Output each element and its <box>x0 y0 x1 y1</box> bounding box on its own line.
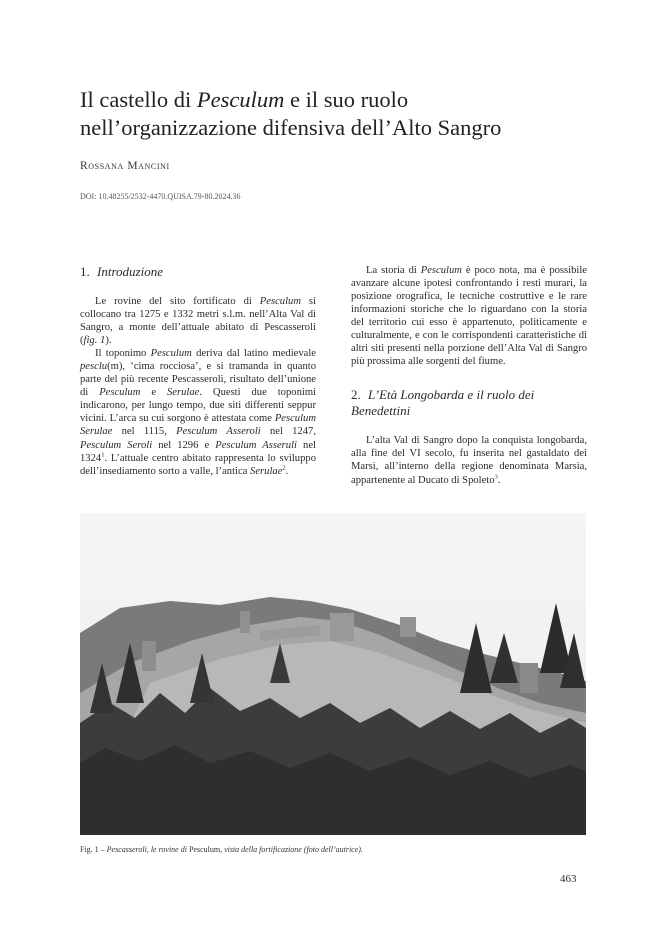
section-heading-1 <box>80 264 316 280</box>
text-run-italic: Pesculum <box>259 296 301 307</box>
text-run: e <box>140 387 167 399</box>
text-run-italic: Pesculum Seroli <box>80 439 153 451</box>
text-run: è poco nota, ma è possibile avanzare alcune ipotesi confrontando i resti murari, la posizione orografica, le tecniche costruttive e le rare informazioni storiche che lo riguardano con la storia del territorio cui esso è appartenuto, politicamente e culturalmente, e con le corrispondenti caratteristiche di altri siti presenti nella porzione dell’Alta Val di Sangro più prossima alle sorgenti del fiume. <box>351 265 587 368</box>
text-run-italic: Serulae <box>250 465 283 477</box>
text-run: La storia di <box>366 265 421 276</box>
caption-label: Fig. 1 – <box>80 845 107 854</box>
footnote-marker[interactable]: 2 <box>282 464 286 472</box>
text-run: ). <box>105 335 112 347</box>
text-run-italic: pesclu <box>80 361 108 373</box>
figure-reference: fig. 1 <box>83 335 106 347</box>
article-title <box>80 86 580 142</box>
caption-text: Pesculum <box>188 845 221 854</box>
section-title: L’Età Longobarda e il ruolo dei Benedettini <box>351 387 535 419</box>
caption-text: Pescasseroli, le rovine di <box>106 845 189 854</box>
footnote-marker[interactable]: 3 <box>494 472 498 480</box>
text-run-italic: Pesculum <box>99 387 141 399</box>
paragraph-1 <box>80 295 316 347</box>
text-run: (m), ‘cima rocciosa’, e si tramanda in quanto parte del più recente Pescasseroli, risultato dell’unione di <box>80 361 316 399</box>
text-run-italic: Pesculum Serulae <box>80 413 316 438</box>
text-run: Il toponimo <box>95 348 151 360</box>
figure-caption <box>80 845 586 854</box>
right-column <box>351 264 587 487</box>
author-name: Rossana Mancini <box>80 160 170 172</box>
title-part-italic: Pesculum <box>196 87 285 112</box>
section-heading-2 <box>351 387 587 419</box>
section-number: 2. <box>351 387 361 403</box>
title-part: Il castello di <box>80 87 197 112</box>
text-run: nel 1115, <box>112 426 177 438</box>
text-run-italic: Serulae <box>166 387 200 399</box>
castle-hillside-photo <box>80 513 586 835</box>
text-run: nel 1296 e <box>152 439 216 451</box>
spacer <box>351 368 587 387</box>
title-part: e il suo ruolo <box>284 87 409 112</box>
section-title: Introduzione <box>97 264 163 279</box>
text-run: nel 1324 <box>80 439 316 464</box>
figure-photo <box>80 513 586 835</box>
text-run-italic: Pesculum <box>150 348 192 360</box>
text-run: . <box>285 465 289 477</box>
text-run-italic: Pesculum Asseruli <box>215 439 297 451</box>
text-run: . Questi due toponimi indicarono, per lungo tempo, due siti differenti seppur vicini. L’arca su cui sorgono è attestata come <box>80 387 317 425</box>
text-run: nel 1247, <box>260 426 316 438</box>
doi-line: DOI: 10.48255/2532-4470.QUISA.79-80.2024.36 <box>80 192 241 201</box>
text-run: Le rovine del sito fortificato di <box>95 296 260 307</box>
caption-text: , vista della fortificazione (foto dell’autrice). <box>220 845 363 854</box>
page-number: 463 <box>560 873 577 885</box>
footnote-marker[interactable]: 1 <box>101 451 105 459</box>
title-line-2: nell’organizzazione difensiva dell’Alto Sangro <box>80 115 502 140</box>
left-column <box>80 264 316 478</box>
section-number: 1. <box>80 264 90 279</box>
text-run-italic: Pesculum Asseroli <box>176 426 261 438</box>
text-run: . L’attuale centro abitato rappresenta lo sviluppo dell’insediamento sorto a valle, l’antica <box>80 452 316 477</box>
paragraph-2 <box>80 347 316 477</box>
text-run: L’alta Val di Sangro dopo la conquista longobarda, alla fine del VI secolo, fu inserita nel gastaldato dei Marsi, all’interno della regione denominata Marsia, appartenente al Ducato di Spoleto <box>351 435 587 486</box>
text-run-italic: Pesculum <box>420 265 462 276</box>
paragraph-3 <box>351 264 587 368</box>
text-run: si collocano tra 1275 e 1332 metri s.l.m. nell’Alta Val di Sangro, a monte dell’attuale abitato di Pescasseroli ( <box>80 296 316 347</box>
text-run: . <box>497 474 501 486</box>
text-run: deriva dal latino medievale <box>191 348 316 360</box>
paragraph-4 <box>351 434 587 486</box>
